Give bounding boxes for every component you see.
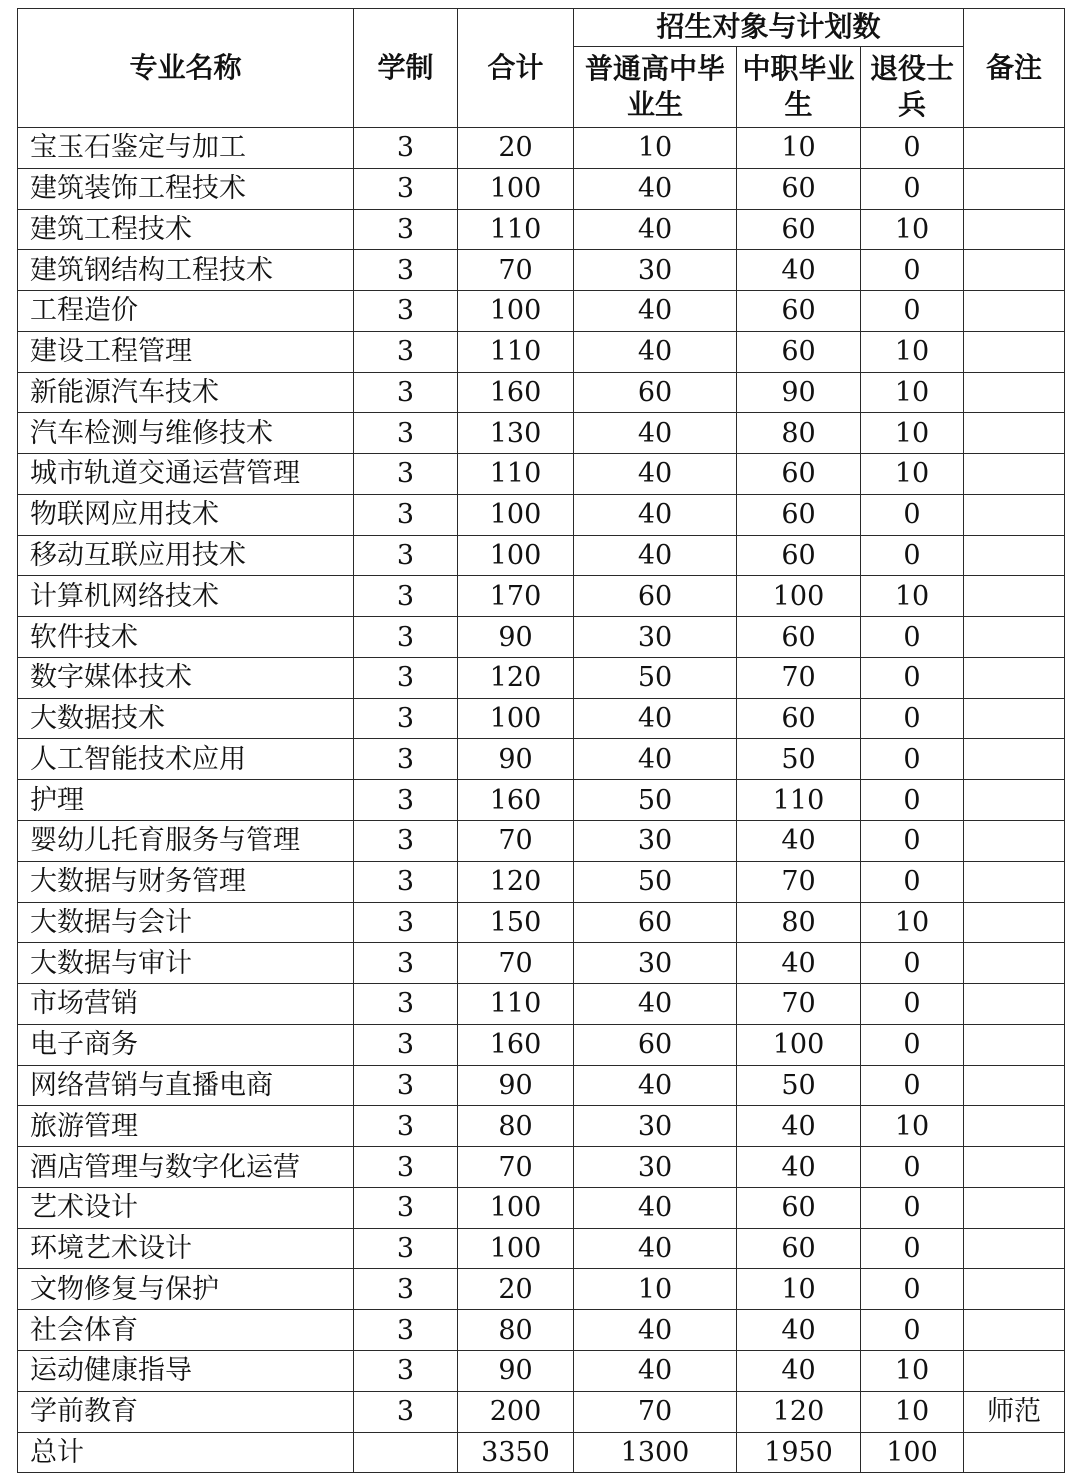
cell-total: 200 (458, 1391, 574, 1432)
cell-veterans: 0 (861, 657, 964, 698)
cell-years: 3 (354, 209, 458, 250)
cell-total: 120 (458, 861, 574, 902)
cell-major-name: 人工智能技术应用 (18, 739, 354, 780)
cell-veterans: 10 (861, 372, 964, 413)
cell-major-name: 大数据与财务管理 (18, 861, 354, 902)
cell-veterans: 100 (861, 1432, 964, 1473)
cell-vocational-graduates: 60 (737, 1187, 861, 1228)
cell-vocational-graduates: 60 (737, 331, 861, 372)
cell-note (964, 372, 1065, 413)
cell-note (964, 617, 1065, 658)
cell-note (964, 535, 1065, 576)
cell-vocational-graduates: 40 (737, 1147, 861, 1188)
table-row (18, 739, 1065, 780)
cell-highschool-graduates: 1300 (574, 1432, 737, 1473)
cell-total: 110 (458, 209, 574, 250)
cell-note (964, 1350, 1065, 1391)
cell-total: 90 (458, 739, 574, 780)
cell-note (964, 331, 1065, 372)
cell-veterans: 10 (861, 413, 964, 454)
cell-major-name: 市场营销 (18, 984, 354, 1025)
cell-highschool-graduates: 30 (574, 1106, 737, 1147)
cell-highschool-graduates: 40 (574, 1187, 737, 1228)
cell-major-name: 新能源汽车技术 (18, 372, 354, 413)
cell-note (964, 1432, 1065, 1473)
cell-total: 150 (458, 902, 574, 943)
table-row (18, 1187, 1065, 1228)
table-header (18, 9, 1065, 128)
cell-total: 20 (458, 128, 574, 169)
cell-major-name: 文物修复与保护 (18, 1269, 354, 1310)
cell-highschool-graduates: 30 (574, 617, 737, 658)
cell-note (964, 1228, 1065, 1269)
cell-major-name: 学前教育 (18, 1391, 354, 1432)
cell-years: 3 (354, 1350, 458, 1391)
cell-vocational-graduates: 1950 (737, 1432, 861, 1473)
cell-note (964, 902, 1065, 943)
cell-highschool-graduates: 40 (574, 984, 737, 1025)
table-row (18, 1065, 1065, 1106)
cell-total: 70 (458, 943, 574, 984)
cell-note (964, 657, 1065, 698)
header-major-name: 专业名称 (18, 9, 354, 128)
header-note: 备注 (964, 9, 1065, 128)
cell-veterans: 0 (861, 739, 964, 780)
cell-vocational-graduates: 10 (737, 128, 861, 169)
cell-highschool-graduates: 70 (574, 1391, 737, 1432)
cell-total: 120 (458, 657, 574, 698)
cell-total: 90 (458, 1065, 574, 1106)
cell-major-name: 艺术设计 (18, 1187, 354, 1228)
table-row (18, 1228, 1065, 1269)
cell-highschool-graduates: 40 (574, 1310, 737, 1351)
cell-years: 3 (354, 576, 458, 617)
cell-total: 3350 (458, 1432, 574, 1473)
cell-veterans: 0 (861, 168, 964, 209)
header-highschool-graduates: 普通高中毕业生 (574, 47, 737, 128)
cell-highschool-graduates: 40 (574, 535, 737, 576)
cell-vocational-graduates: 100 (737, 1024, 861, 1065)
cell-major-name: 建设工程管理 (18, 331, 354, 372)
cell-highschool-graduates: 60 (574, 1024, 737, 1065)
cell-veterans: 0 (861, 698, 964, 739)
cell-vocational-graduates: 40 (737, 1350, 861, 1391)
cell-veterans: 10 (861, 1106, 964, 1147)
cell-veterans: 0 (861, 1147, 964, 1188)
cell-vocational-graduates: 50 (737, 739, 861, 780)
cell-total: 90 (458, 1350, 574, 1391)
cell-highschool-graduates: 40 (574, 168, 737, 209)
cell-veterans: 0 (861, 1024, 964, 1065)
cell-highschool-graduates: 40 (574, 698, 737, 739)
cell-highschool-graduates: 60 (574, 902, 737, 943)
table-row (18, 1147, 1065, 1188)
table-row (18, 331, 1065, 372)
table-row (18, 657, 1065, 698)
cell-vocational-graduates: 80 (737, 413, 861, 454)
cell-vocational-graduates: 60 (737, 494, 861, 535)
cell-highschool-graduates: 30 (574, 1147, 737, 1188)
table-row (18, 698, 1065, 739)
cell-vocational-graduates: 60 (737, 617, 861, 658)
cell-veterans: 0 (861, 494, 964, 535)
cell-note (964, 984, 1065, 1025)
table-row (18, 861, 1065, 902)
cell-years: 3 (354, 128, 458, 169)
cell-highschool-graduates: 10 (574, 128, 737, 169)
cell-major-name: 电子商务 (18, 1024, 354, 1065)
cell-vocational-graduates: 60 (737, 209, 861, 250)
table-row (18, 984, 1065, 1025)
cell-major-name: 酒店管理与数字化运营 (18, 1147, 354, 1188)
cell-total: 70 (458, 821, 574, 862)
cell-total: 160 (458, 780, 574, 821)
cell-years: 3 (354, 617, 458, 658)
cell-veterans: 0 (861, 861, 964, 902)
cell-vocational-graduates: 60 (737, 168, 861, 209)
cell-total: 160 (458, 372, 574, 413)
cell-note (964, 168, 1065, 209)
cell-years: 3 (354, 739, 458, 780)
cell-years: 3 (354, 780, 458, 821)
summary-row (18, 1432, 1065, 1473)
cell-highschool-graduates: 40 (574, 1065, 737, 1106)
cell-note (964, 413, 1065, 454)
cell-vocational-graduates: 70 (737, 984, 861, 1025)
cell-veterans: 10 (861, 1391, 964, 1432)
cell-veterans: 0 (861, 128, 964, 169)
cell-note (964, 1269, 1065, 1310)
table-row (18, 576, 1065, 617)
cell-major-name: 婴幼儿托育服务与管理 (18, 821, 354, 862)
cell-years: 3 (354, 331, 458, 372)
header-enrollment-group: 招生对象与计划数 (574, 9, 964, 47)
cell-note (964, 943, 1065, 984)
cell-vocational-graduates: 70 (737, 657, 861, 698)
cell-major-name: 网络营销与直播电商 (18, 1065, 354, 1106)
cell-total: 110 (458, 984, 574, 1025)
cell-vocational-graduates: 40 (737, 250, 861, 291)
cell-veterans: 0 (861, 821, 964, 862)
cell-highschool-graduates: 40 (574, 209, 737, 250)
cell-highschool-graduates: 60 (574, 372, 737, 413)
cell-veterans: 0 (861, 1065, 964, 1106)
cell-major-name: 大数据与会计 (18, 902, 354, 943)
header-row-top (18, 9, 1065, 47)
cell-vocational-graduates: 60 (737, 454, 861, 495)
cell-veterans: 0 (861, 291, 964, 332)
cell-highschool-graduates: 50 (574, 780, 737, 821)
cell-note (964, 1065, 1065, 1106)
cell-note: 师范 (964, 1391, 1065, 1432)
cell-vocational-graduates: 80 (737, 902, 861, 943)
cell-note (964, 1024, 1065, 1065)
cell-veterans: 10 (861, 454, 964, 495)
cell-vocational-graduates: 40 (737, 1106, 861, 1147)
cell-total: 80 (458, 1310, 574, 1351)
cell-years: 3 (354, 1024, 458, 1065)
cell-major-name: 建筑装饰工程技术 (18, 168, 354, 209)
cell-years: 3 (354, 821, 458, 862)
cell-total: 90 (458, 617, 574, 658)
cell-highschool-graduates: 30 (574, 250, 737, 291)
cell-note (964, 821, 1065, 862)
table-row (18, 1350, 1065, 1391)
cell-veterans: 10 (861, 331, 964, 372)
cell-total: 80 (458, 1106, 574, 1147)
cell-total: 100 (458, 1187, 574, 1228)
cell-veterans: 0 (861, 250, 964, 291)
cell-total: 160 (458, 1024, 574, 1065)
cell-veterans: 10 (861, 576, 964, 617)
cell-note (964, 739, 1065, 780)
cell-major-name: 总计 (18, 1432, 354, 1473)
cell-highschool-graduates: 50 (574, 861, 737, 902)
cell-note (964, 576, 1065, 617)
cell-major-name: 计算机网络技术 (18, 576, 354, 617)
cell-vocational-graduates: 60 (737, 698, 861, 739)
cell-veterans: 0 (861, 943, 964, 984)
enrollment-plan-table (17, 8, 1065, 1473)
cell-vocational-graduates: 100 (737, 576, 861, 617)
cell-total: 100 (458, 494, 574, 535)
cell-vocational-graduates: 60 (737, 291, 861, 332)
cell-major-name: 工程造价 (18, 291, 354, 332)
cell-major-name: 城市轨道交通运营管理 (18, 454, 354, 495)
cell-total: 100 (458, 168, 574, 209)
cell-veterans: 0 (861, 1269, 964, 1310)
cell-veterans: 10 (861, 209, 964, 250)
cell-veterans: 0 (861, 617, 964, 658)
cell-note (964, 861, 1065, 902)
table-row (18, 209, 1065, 250)
table-row (18, 454, 1065, 495)
cell-total: 170 (458, 576, 574, 617)
cell-years (354, 1432, 458, 1473)
cell-major-name: 环境艺术设计 (18, 1228, 354, 1269)
cell-major-name: 宝玉石鉴定与加工 (18, 128, 354, 169)
table-row (18, 1391, 1065, 1432)
cell-years: 3 (354, 943, 458, 984)
cell-highschool-graduates: 40 (574, 739, 737, 780)
cell-years: 3 (354, 984, 458, 1025)
header-years: 学制 (354, 9, 458, 128)
cell-veterans: 0 (861, 1187, 964, 1228)
cell-vocational-graduates: 10 (737, 1269, 861, 1310)
cell-years: 3 (354, 902, 458, 943)
cell-major-name: 汽车检测与维修技术 (18, 413, 354, 454)
cell-note (964, 1106, 1065, 1147)
cell-years: 3 (354, 291, 458, 332)
cell-years: 3 (354, 1106, 458, 1147)
cell-years: 3 (354, 1310, 458, 1351)
cell-note (964, 454, 1065, 495)
cell-years: 3 (354, 657, 458, 698)
cell-total: 100 (458, 291, 574, 332)
table-row (18, 494, 1065, 535)
cell-veterans: 0 (861, 780, 964, 821)
cell-major-name: 软件技术 (18, 617, 354, 658)
cell-highschool-graduates: 30 (574, 943, 737, 984)
cell-veterans: 0 (861, 535, 964, 576)
cell-note (964, 128, 1065, 169)
cell-highschool-graduates: 50 (574, 657, 737, 698)
cell-years: 3 (354, 454, 458, 495)
cell-highschool-graduates: 40 (574, 1350, 737, 1391)
cell-vocational-graduates: 90 (737, 372, 861, 413)
cell-note (964, 1187, 1065, 1228)
cell-major-name: 大数据与审计 (18, 943, 354, 984)
cell-total: 20 (458, 1269, 574, 1310)
table-row (18, 168, 1065, 209)
cell-years: 3 (354, 1391, 458, 1432)
cell-total: 70 (458, 250, 574, 291)
cell-vocational-graduates: 40 (737, 1310, 861, 1351)
cell-major-name: 运动健康指导 (18, 1350, 354, 1391)
cell-years: 3 (354, 1065, 458, 1106)
cell-years: 3 (354, 372, 458, 413)
cell-years: 3 (354, 1147, 458, 1188)
cell-total: 110 (458, 331, 574, 372)
cell-years: 3 (354, 535, 458, 576)
cell-note (964, 291, 1065, 332)
table-row (18, 943, 1065, 984)
table-row (18, 821, 1065, 862)
cell-major-name: 社会体育 (18, 1310, 354, 1351)
table-row (18, 1269, 1065, 1310)
cell-years: 3 (354, 250, 458, 291)
cell-years: 3 (354, 1187, 458, 1228)
cell-years: 3 (354, 861, 458, 902)
cell-total: 100 (458, 698, 574, 739)
cell-note (964, 1310, 1065, 1351)
cell-note (964, 494, 1065, 535)
cell-vocational-graduates: 40 (737, 943, 861, 984)
cell-vocational-graduates: 40 (737, 821, 861, 862)
cell-highschool-graduates: 30 (574, 821, 737, 862)
table-row (18, 1106, 1065, 1147)
table-row (18, 372, 1065, 413)
cell-vocational-graduates: 60 (737, 1228, 861, 1269)
cell-total: 70 (458, 1147, 574, 1188)
cell-years: 3 (354, 1269, 458, 1310)
cell-years: 3 (354, 413, 458, 454)
table-row (18, 535, 1065, 576)
cell-major-name: 建筑工程技术 (18, 209, 354, 250)
cell-note (964, 209, 1065, 250)
cell-years: 3 (354, 1228, 458, 1269)
cell-highschool-graduates: 40 (574, 454, 737, 495)
cell-vocational-graduates: 110 (737, 780, 861, 821)
cell-total: 130 (458, 413, 574, 454)
table-row (18, 902, 1065, 943)
cell-highschool-graduates: 40 (574, 331, 737, 372)
cell-major-name: 大数据技术 (18, 698, 354, 739)
cell-note (964, 1147, 1065, 1188)
cell-veterans: 0 (861, 1228, 964, 1269)
cell-note (964, 780, 1065, 821)
cell-major-name: 物联网应用技术 (18, 494, 354, 535)
table-row (18, 128, 1065, 169)
cell-total: 110 (458, 454, 574, 495)
header-total: 合计 (458, 9, 574, 128)
cell-major-name: 移动互联应用技术 (18, 535, 354, 576)
table-row (18, 413, 1065, 454)
header-vocational-graduates: 中职毕业生 (737, 47, 861, 128)
table-row (18, 1024, 1065, 1065)
cell-veterans: 10 (861, 1350, 964, 1391)
header-veterans: 退役士兵 (861, 47, 964, 128)
cell-vocational-graduates: 70 (737, 861, 861, 902)
cell-note (964, 250, 1065, 291)
cell-veterans: 0 (861, 1310, 964, 1351)
cell-highschool-graduates: 40 (574, 291, 737, 332)
cell-highschool-graduates: 10 (574, 1269, 737, 1310)
cell-years: 3 (354, 168, 458, 209)
table-row (18, 291, 1065, 332)
cell-major-name: 护理 (18, 780, 354, 821)
cell-vocational-graduates: 120 (737, 1391, 861, 1432)
cell-veterans: 10 (861, 902, 964, 943)
table-row (18, 617, 1065, 658)
cell-major-name: 旅游管理 (18, 1106, 354, 1147)
table-row (18, 250, 1065, 291)
cell-total: 100 (458, 1228, 574, 1269)
table-body (18, 128, 1065, 1473)
cell-years: 3 (354, 698, 458, 739)
cell-highschool-graduates: 40 (574, 1228, 737, 1269)
cell-highschool-graduates: 40 (574, 494, 737, 535)
table-row (18, 780, 1065, 821)
cell-major-name: 数字媒体技术 (18, 657, 354, 698)
cell-highschool-graduates: 40 (574, 413, 737, 454)
cell-highschool-graduates: 60 (574, 576, 737, 617)
cell-years: 3 (354, 494, 458, 535)
cell-major-name: 建筑钢结构工程技术 (18, 250, 354, 291)
cell-vocational-graduates: 60 (737, 535, 861, 576)
cell-total: 100 (458, 535, 574, 576)
cell-veterans: 0 (861, 984, 964, 1025)
cell-vocational-graduates: 50 (737, 1065, 861, 1106)
table-row (18, 1310, 1065, 1351)
cell-note (964, 698, 1065, 739)
